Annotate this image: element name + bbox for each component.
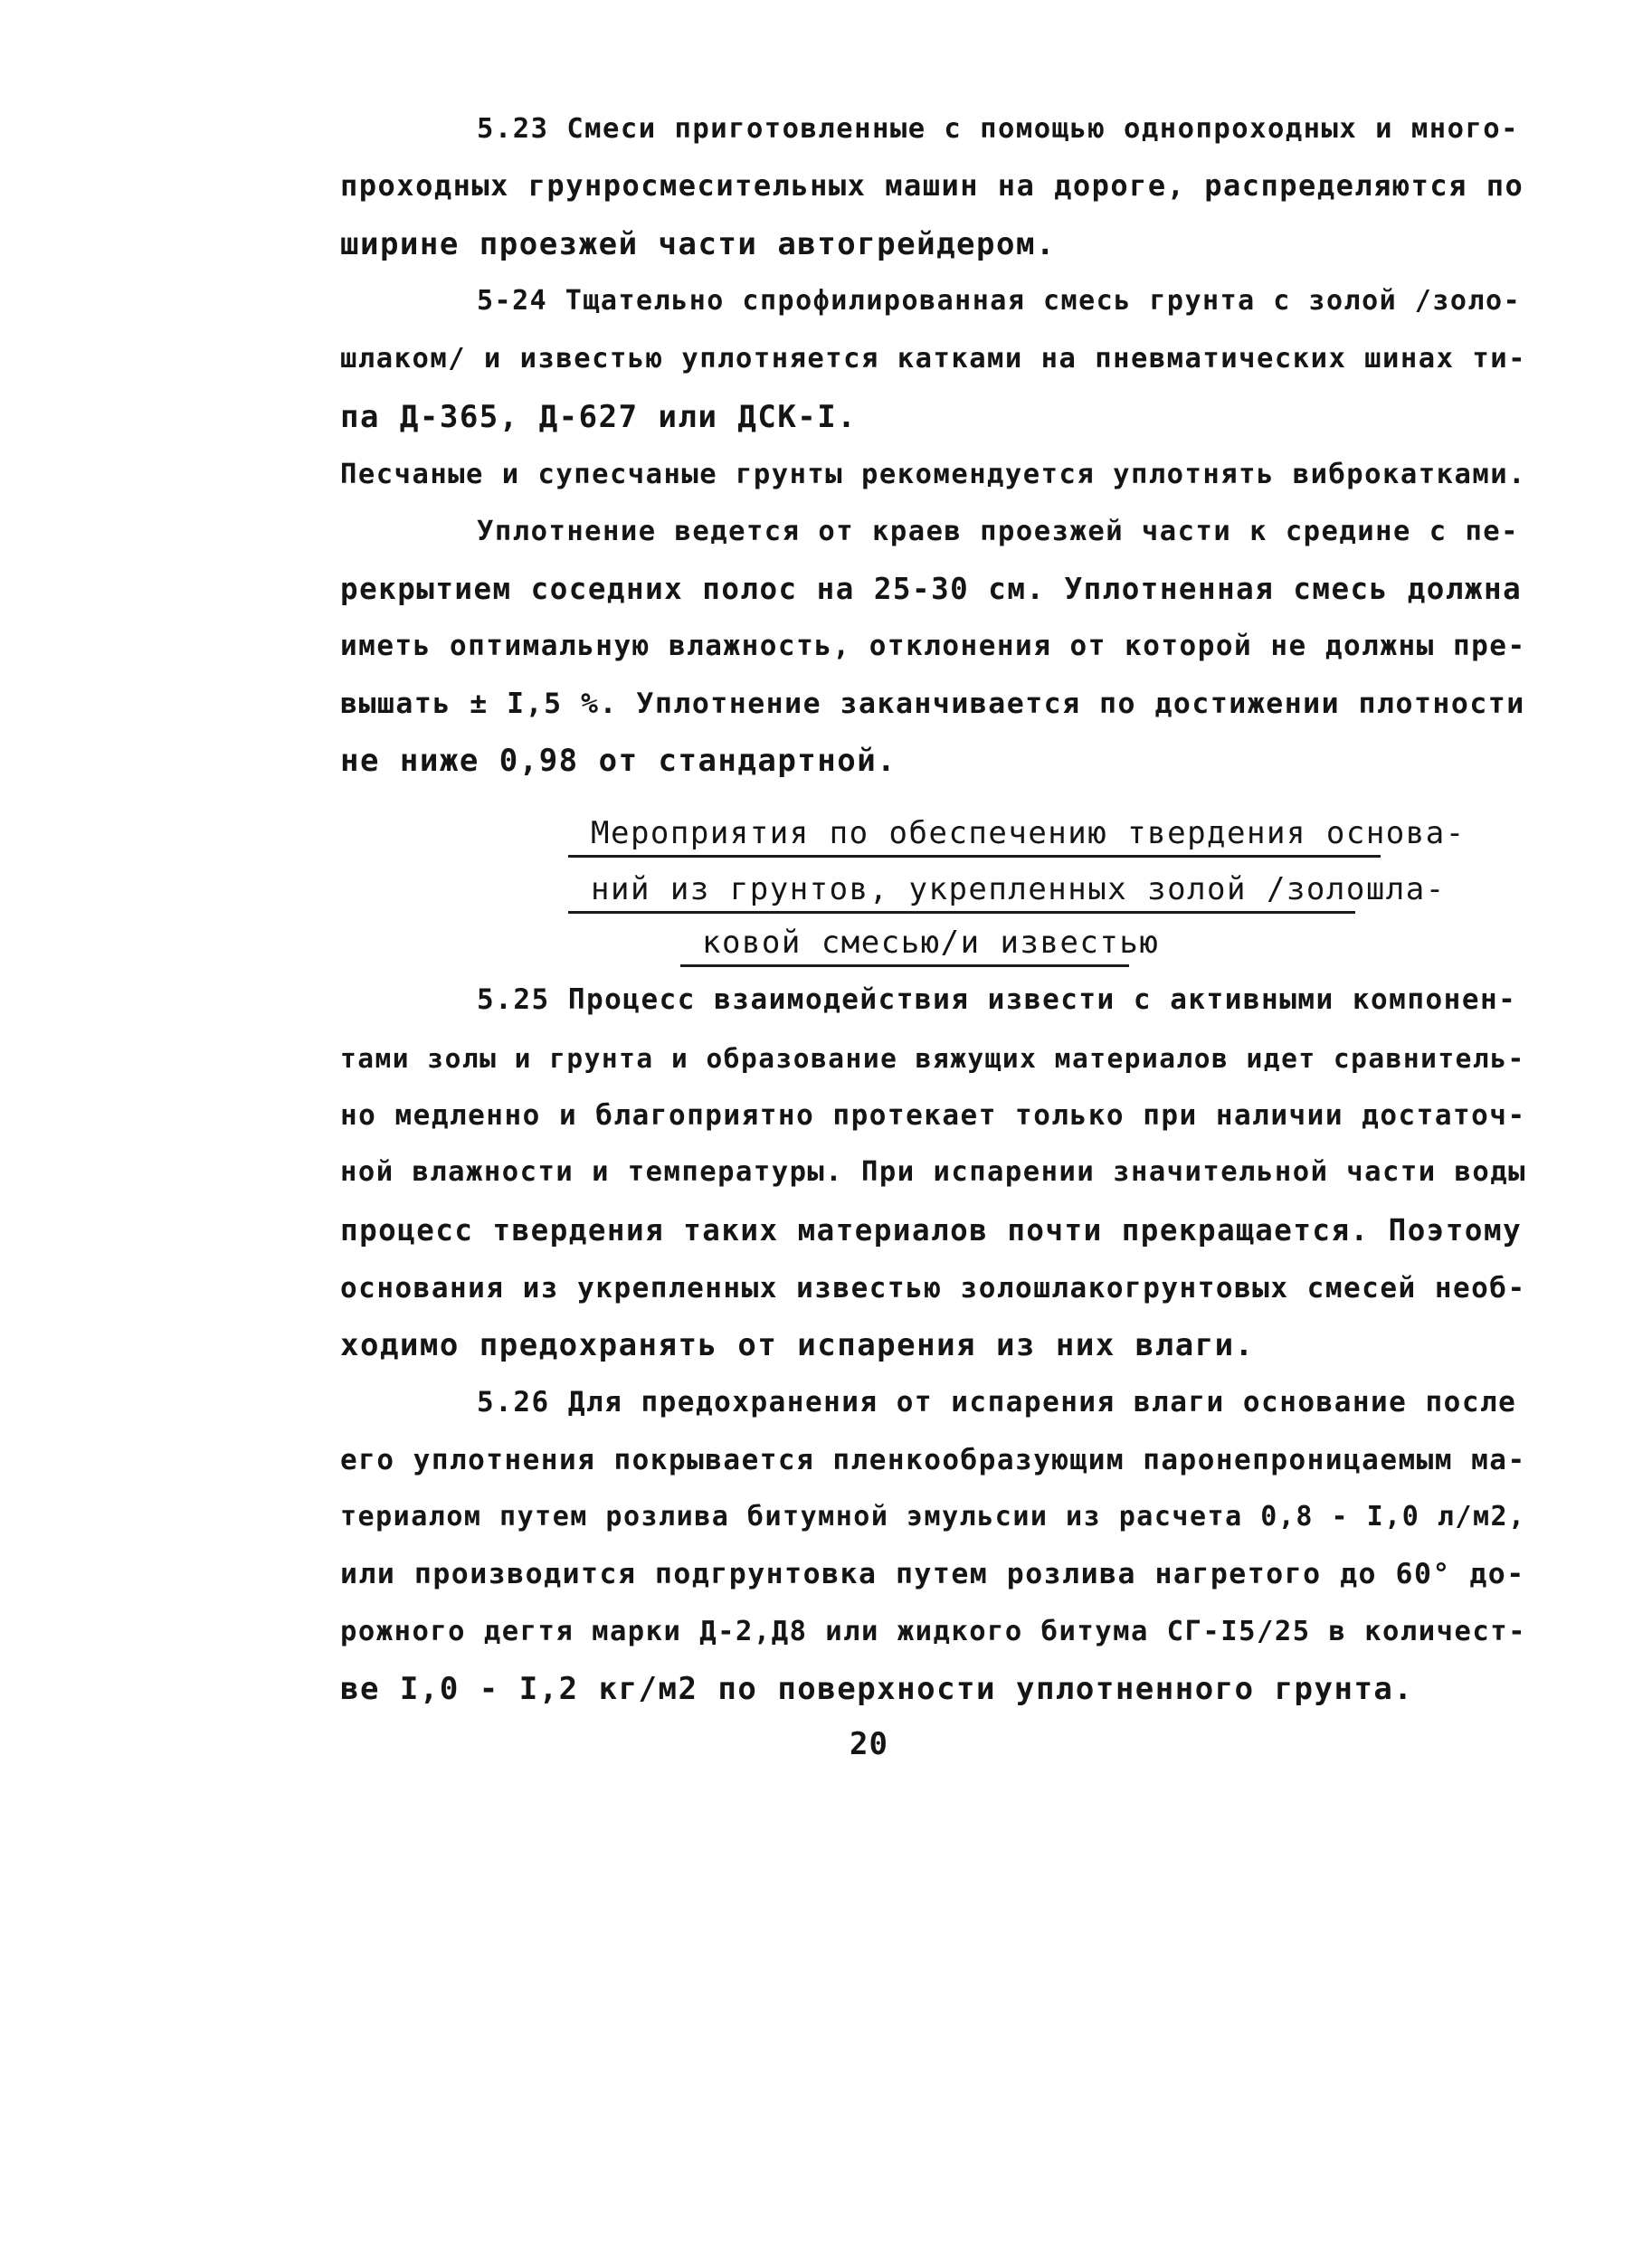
paragraph-5-25-line-6: основания из укрепленных известью золошлакогрунтовых смесей необ- bbox=[340, 1272, 1526, 1305]
paragraph-5-25-line-1: 5.25 Процесс взаимодействия извести с активными компонен- bbox=[477, 983, 1517, 1016]
compaction-paragraph-line-2: рекрытием соседних полос на 25-30 см. Уплотненная смесь должна bbox=[340, 572, 1523, 606]
compaction-paragraph-line-3: иметь оптимальную влажность, отклонения от которой не должны пре- bbox=[340, 630, 1526, 662]
paragraph-5-25-line-7: ходимо предохранять от испарения из них влаги. bbox=[340, 1327, 1255, 1363]
paragraph-5-26-line-4: или производится подгрунтовка путем розлива нагретого до 60° до- bbox=[340, 1558, 1525, 1590]
paragraph-5-26-line-6: ве I,0 - I,2 кг/м2 по поверхности уплотненного грунта. bbox=[340, 1671, 1414, 1707]
paragraph-5-23-line-1: 5.23 Смеси приготовленные с помощью однопроходных и много- bbox=[477, 113, 1520, 145]
paragraph-5-26-line-5: рожного дегтя марки Д-2,Д8 или жидкого битума СГ-I5/25 в количест- bbox=[340, 1616, 1526, 1647]
section-heading-underline-2 bbox=[568, 911, 1355, 914]
section-heading-underline-1 bbox=[568, 855, 1381, 858]
compaction-paragraph-line-4: вышать ± I,5 %. Уплотнение заканчивается по достижении плотности bbox=[340, 688, 1525, 720]
compaction-paragraph-line-1: Уплотнение ведется от краев проезжей части к средине с пе- bbox=[477, 516, 1520, 547]
section-heading-line-1: Мероприятия по обеспечению твердения основа- bbox=[591, 815, 1466, 851]
paragraph-5-24-line-3: па Д-365, Д-627 или ДСК-I. bbox=[340, 399, 858, 435]
paragraph-5-26-line-1: 5.26 Для предохранения от испарения влаги основание после bbox=[477, 1386, 1517, 1419]
paragraph-5-24-line-4: Песчаные и супесчаные грунты рекомендуется уплотнять виброкатками. bbox=[340, 459, 1526, 490]
section-heading-underline-3 bbox=[680, 964, 1129, 967]
page-number: 20 bbox=[850, 1726, 888, 1762]
paragraph-5-24-line-1: 5-24 Тщательно спрофилированная смесь грунта с золой /золо- bbox=[477, 285, 1522, 317]
paragraph-5-25-line-4: ной влажности и температуры. При испарении значительной части воды bbox=[340, 1156, 1526, 1188]
paragraph-5-26-line-2: его уплотнения покрывается пленкообразующим паронепроницаемым ма- bbox=[340, 1444, 1526, 1476]
paragraph-5-26-line-3: териалом путем розлива битумной эмульсии из расчета 0,8 - I,0 л/м2, bbox=[340, 1501, 1526, 1533]
paragraph-5-23-line-3: ширине проезжей части автогрейдером. bbox=[340, 226, 1056, 262]
compaction-paragraph-line-5: не ниже 0,98 от стандартной. bbox=[340, 743, 897, 779]
paragraph-5-25-line-5: процесс твердения таких материалов почти прекращается. Поэтому bbox=[340, 1213, 1523, 1248]
section-heading-line-2: ний из грунтов, укрепленных золой /золошла- bbox=[591, 871, 1446, 907]
paragraph-5-24-line-2: шлаком/ и известью уплотняется катками на пневматических шинах ти- bbox=[340, 343, 1526, 375]
paragraph-5-23-line-2: проходных грунросмесительных машин на дороге, распределяются по bbox=[340, 168, 1524, 203]
paragraph-5-25-line-3: но медленно и благоприятно протекает только при наличии достаточ- bbox=[340, 1099, 1526, 1132]
paragraph-5-25-line-2: тами золы и грунта и образование вяжущих материалов идет сравнитель- bbox=[340, 1043, 1525, 1074]
section-heading-line-3: ковой смесью/и известью bbox=[702, 925, 1160, 961]
